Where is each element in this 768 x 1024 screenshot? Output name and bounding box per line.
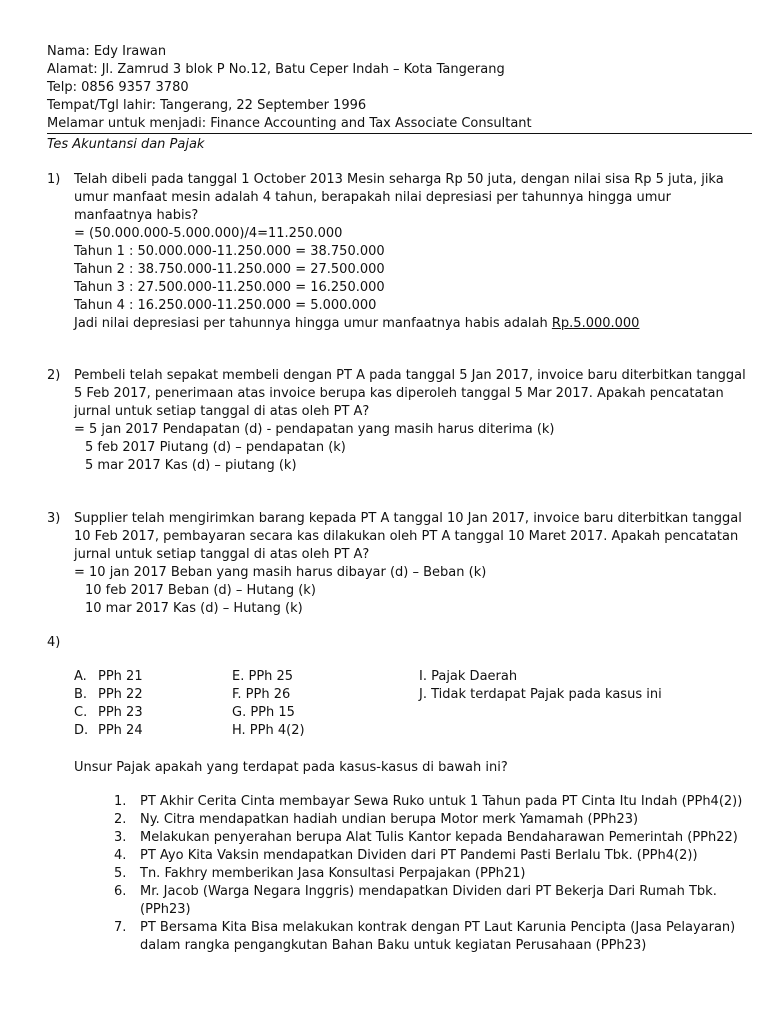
option-item: I. Pajak Daerah xyxy=(419,669,518,684)
question-number: 4) xyxy=(47,635,61,650)
options-column-1 xyxy=(74,668,143,740)
section-title: Tes Akuntansi dan Pajak xyxy=(47,137,205,152)
option-text: PPh 21 xyxy=(98,669,143,684)
options-column-2 xyxy=(232,668,305,740)
case-number: 4. xyxy=(114,848,127,863)
case-text: Mr. Jacob (Warga Negara Inggris) mendapatkan Dividen dari PT Bekerja Dari Rumah Tbk. xyxy=(140,884,717,899)
question-text-line: manfaatnya habis? xyxy=(74,208,199,223)
case-number: 6. xyxy=(114,884,127,899)
case-text: (PPh23) xyxy=(140,902,191,917)
question-text-line: 5 Feb 2017, penerimaan atas invoice berupa kas diperoleh tanggal 5 Mar 2017. Apakah pencatatan xyxy=(74,386,724,401)
case-number: 5. xyxy=(114,866,127,881)
option-item: F. PPh 26 xyxy=(232,687,291,702)
case-item xyxy=(114,811,754,829)
conclusion-text: Jadi nilai depresiasi per tahunnya hingga umur manfaatnya habis adalah xyxy=(74,316,552,331)
tax-options xyxy=(74,668,754,744)
question-text-line: Telah dibeli pada tanggal 1 October 2013 Mesin seharga Rp 50 juta, dengan nilai sisa Rp 5 juta, jika xyxy=(74,172,724,187)
question-number: 1) xyxy=(47,172,61,187)
case-number: 1. xyxy=(114,794,127,809)
case-number: 3. xyxy=(114,830,127,845)
depreciation-year-3: Tahun 3 : 27.500.000-11.250.000 = 16.250.000 xyxy=(74,280,385,295)
applicant-header xyxy=(47,43,752,133)
applicant-name: Nama: Edy Irawan xyxy=(47,44,167,59)
depreciation-year-1: Tahun 1 : 50.000.000-11.250.000 = 38.750.000 xyxy=(74,244,385,259)
options-column-3 xyxy=(419,668,662,704)
journal-entry: 10 mar 2017 Kas (d) – Hutang (k) xyxy=(85,601,303,616)
option-item xyxy=(74,704,143,722)
case-prompt: Unsur Pajak apakah yang terdapat pada kasus-kasus di bawah ini? xyxy=(74,760,508,775)
applicant-position: Melamar untuk menjadi: Finance Accounting and Tax Associate Consultant xyxy=(47,116,532,131)
question-text-line: jurnal untuk setiap tanggal di atas oleh PT A? xyxy=(74,404,370,419)
option-item: G. PPh 15 xyxy=(232,705,295,720)
question-text-line: jurnal untuk setiap tanggal di atas oleh PT A? xyxy=(74,547,370,562)
question-text-line: umur manfaat mesin adalah 4 tahun, berapakah nilai depresiasi per tahunnya hingga umur xyxy=(74,190,671,205)
answer-value: Rp.5.000.000 xyxy=(551,316,640,331)
journal-entry: 5 feb 2017 Piutang (d) – pendapatan (k) xyxy=(85,440,346,455)
option-letter: A. xyxy=(74,669,87,684)
question-number: 2) xyxy=(47,368,61,383)
case-text: Tn. Fakhry memberikan Jasa Konsultasi Perpajakan (PPh21) xyxy=(140,866,526,881)
answer-formula: = (50.000.000-5.000.000)/4=11.250.000 xyxy=(74,226,343,241)
question-3 xyxy=(47,510,752,618)
case-item xyxy=(114,793,754,811)
option-text: PPh 23 xyxy=(98,705,143,720)
journal-entry: 10 feb 2017 Beban (d) – Hutang (k) xyxy=(85,583,316,598)
option-item xyxy=(74,686,143,704)
question-text-line: Pembeli telah sepakat membeli dengan PT A pada tanggal 5 Jan 2017, invoice baru diterbitkan tanggal xyxy=(74,368,746,383)
option-item: J. Tidak terdapat Pajak pada kasus ini xyxy=(419,687,662,702)
question-number: 3) xyxy=(47,511,61,526)
question-text-line: 10 Feb 2017, pembayaran secara kas dilakukan oleh PT A tanggal 10 Maret 2017. Apakah pencatatan xyxy=(74,529,739,544)
applicant-address: Alamat: Jl. Zamrud 3 blok P No.12, Batu Ceper Indah – Kota Tangerang xyxy=(47,62,505,77)
case-text: PT Akhir Cerita Cinta membayar Sewa Ruko untuk 1 Tahun pada PT Cinta Itu Indah (PPh4(2)) xyxy=(140,794,743,809)
case-item xyxy=(114,883,754,919)
option-letter: D. xyxy=(74,723,89,738)
case-text: Melakukan penyerahan berupa Alat Tulis Kantor kepada Bendaharawan Pemerintah (PPh22) xyxy=(140,830,738,845)
option-letter: C. xyxy=(74,705,88,720)
case-item xyxy=(114,829,754,847)
depreciation-year-2: Tahun 2 : 38.750.000-11.250.000 = 27.500.000 xyxy=(74,262,385,277)
case-number: 7. xyxy=(114,920,127,935)
case-item xyxy=(114,919,754,955)
option-item: H. PPh 4(2) xyxy=(232,723,305,738)
applicant-phone: Telp: 0856 9357 3780 xyxy=(47,80,189,95)
option-text: PPh 24 xyxy=(98,723,143,738)
case-item xyxy=(114,865,754,883)
case-text: PT Bersama Kita Bisa melakukan kontrak dengan PT Laut Karunia Pencipta (Jasa Pelayaran) xyxy=(140,920,736,935)
question-text-line: Supplier telah mengirimkan barang kepada PT A tanggal 10 Jan 2017, invoice baru diterbitkan tanggal xyxy=(74,511,742,526)
option-item xyxy=(74,722,143,740)
answer-conclusion xyxy=(74,315,752,333)
option-item: E. PPh 25 xyxy=(232,669,294,684)
option-letter: B. xyxy=(74,687,88,702)
case-item xyxy=(114,847,754,865)
depreciation-year-4: Tahun 4 : 16.250.000-11.250.000 = 5.000.000 xyxy=(74,298,377,313)
case-text: dalam rangka pengangkutan Bahan Baku untuk kegiatan Perusahaan (PPh23) xyxy=(140,938,647,953)
journal-entry: = 10 jan 2017 Beban yang masih harus dibayar (d) – Beban (k) xyxy=(74,565,487,580)
option-text: PPh 22 xyxy=(98,687,143,702)
case-text: PT Ayo Kita Vaksin mendapatkan Dividen dari PT Pandemi Pasti Berlalu Tbk. (PPh4(2)) xyxy=(140,848,698,863)
applicant-birth: Tempat/Tgl lahir: Tangerang, 22 September 1996 xyxy=(47,98,367,113)
header-divider xyxy=(47,133,752,134)
case-number: 2. xyxy=(114,812,127,827)
case-list xyxy=(114,793,754,955)
question-1 xyxy=(47,171,752,333)
option-item xyxy=(74,668,143,686)
case-text: Ny. Citra mendapatkan hadiah undian berupa Motor merk Yamamah (PPh23) xyxy=(140,812,639,827)
question-2 xyxy=(47,367,752,475)
journal-entry: = 5 jan 2017 Pendapatan (d) - pendapatan yang masih harus diterima (k) xyxy=(74,422,555,437)
journal-entry: 5 mar 2017 Kas (d) – piutang (k) xyxy=(85,458,297,473)
